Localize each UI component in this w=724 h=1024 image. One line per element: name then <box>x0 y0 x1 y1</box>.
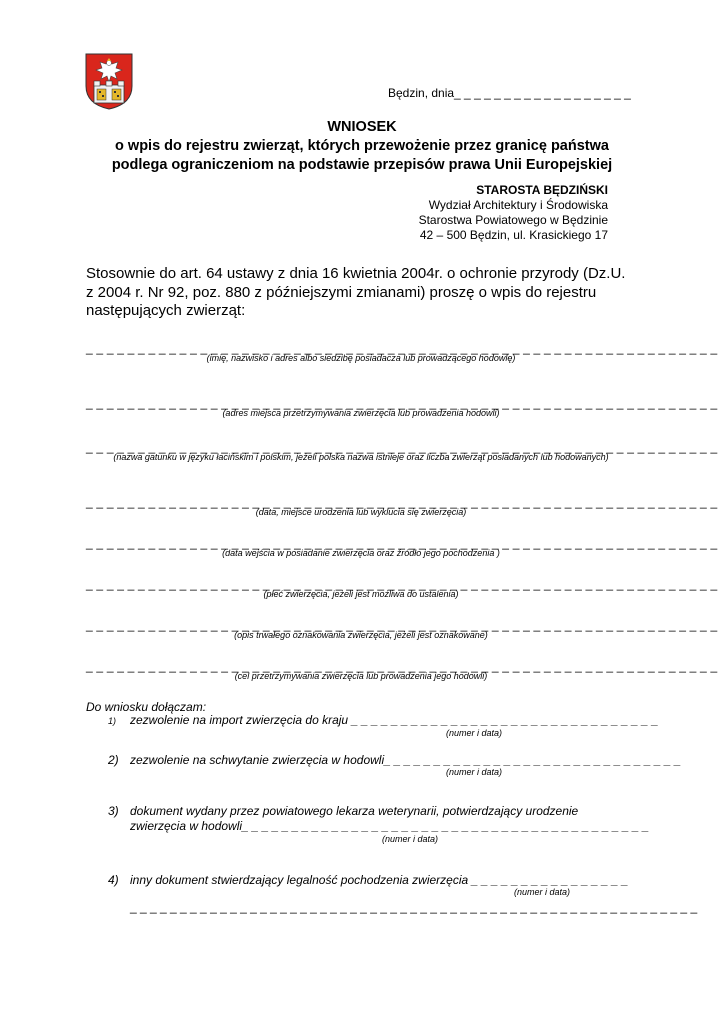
field-caption: (cel przetrzymywania zwierzęcia lub prowadzenia jego hodowli) <box>234 671 488 681</box>
attachments-heading: Do wniosku dołączam: <box>86 700 207 714</box>
place-date-field[interactable]: Będzin, dnia_ _ _ _ _ _ _ _ _ _ _ _ _ _ _ _ _ _ <box>388 86 631 100</box>
fill-line[interactable]: _ _ _ _ _ _ _ _ _ _ _ _ _ _ _ _ _ _ _ _ _ _ _ _ _ _ _ _ _ _ _ _ _ _ _ _ _ _ _ _ _ _ _ _ _ _ _ _ _ _ _ _ _ _ _ _ _ _ _ _ _ <box>86 577 718 591</box>
field-caption: (adres miejsca przetrzymywania zwierzęcia lub prowadzenia hodowli) <box>222 408 500 418</box>
field-sex[interactable] <box>86 577 718 600</box>
field-caption: (nazwa gatunku w języku łacińskim i polskim, jeżeli polska nazwa istnieje oraz liczba zwierząt posiadanych lub hodowanych) <box>113 452 609 462</box>
item-number: 1) <box>108 716 117 726</box>
attachment-item-2[interactable] <box>108 753 681 768</box>
number-date-line[interactable]: _ _ _ _ _ _ _ _ _ _ _ _ _ _ _ _ _ _ _ _ _ _ _ _ _ _ _ _ _ _ _ <box>351 713 659 727</box>
intro-paragraph: Stosownie do art. 64 ustawy z dnia 16 kwietnia 2004r. o ochronie przyrody (Dz.U. z 2004 r. Nr 92, poz. 880 z późniejszymi zmianami) proszę o wpis do rejestru następujących zwierząt: <box>86 265 626 319</box>
addressee-block <box>419 183 608 243</box>
field-owner[interactable] <box>86 341 718 364</box>
fill-line[interactable]: _ _ _ _ _ _ _ _ _ _ _ _ _ _ _ _ _ _ _ _ _ _ _ _ _ _ _ _ _ _ _ _ _ _ _ _ _ _ _ _ _ _ _ _ _ _ _ _ _ _ _ _ _ _ _ _ _ _ _ _ _ <box>86 659 718 673</box>
number-date-caption: (numer i data) <box>382 834 439 844</box>
fill-line[interactable]: _ _ _ _ _ _ _ _ _ _ _ _ _ _ _ _ _ _ _ _ _ _ _ _ _ _ _ _ _ _ _ _ _ _ _ _ _ _ _ _ _ _ _ _ _ _ _ _ _ _ _ _ _ _ _ _ _ _ _ _ _ <box>86 341 718 355</box>
addressee-line3: 42 – 500 Będzin, ul. Krasickiego 17 <box>419 228 608 242</box>
item-number: 3) <box>108 804 119 818</box>
item-text-cont: zwierzęcia w hodowli <box>130 819 243 833</box>
field-marking[interactable] <box>86 618 718 641</box>
field-species[interactable] <box>86 440 718 463</box>
number-date-caption: (numer i data) <box>514 887 571 897</box>
field-caption: (data wejścia w posiadanie zwierzęcia oraz źródło jego pochodzenia ) <box>222 548 500 558</box>
document-title <box>0 118 724 175</box>
number-date-caption: (numer i data) <box>446 767 503 777</box>
number-date-line[interactable]: _ _ _ _ _ _ _ _ _ _ _ _ _ _ _ _ <box>471 873 629 887</box>
attachment-item-4[interactable] <box>108 873 628 888</box>
fill-line[interactable]: _ _ _ _ _ _ _ _ _ _ _ _ _ _ _ _ _ _ _ _ _ _ _ _ _ _ _ _ _ _ _ _ _ _ _ _ _ _ _ _ _ _ _ _ _ _ _ _ _ _ _ _ _ _ _ _ _ _ _ _ _ <box>86 536 718 550</box>
field-caption: (data, miejsce urodzenia lub wyklucia się zwierzęcia) <box>255 507 467 517</box>
field-caption: (opis trwałego oznakowania zwierzęcia, jeżeli jest oznakowane) <box>234 630 488 640</box>
addressee-heading: STAROSTA BĘDZIŃSKI <box>476 183 608 197</box>
item-text: inny dokument stwierdzający legalność pochodzenia zwierzęcia <box>130 873 469 887</box>
fill-line[interactable]: _ _ _ _ _ _ _ _ _ _ _ _ _ _ _ _ _ _ _ _ _ _ _ _ _ _ _ _ _ _ _ _ _ _ _ _ _ _ _ _ _ _ _ _ _ _ _ _ _ _ _ _ _ _ _ _ _ _ _ _ _ <box>86 396 718 410</box>
item-number: 4) <box>108 873 119 887</box>
field-purpose[interactable] <box>86 659 718 682</box>
item-text: zezwolenie na import zwierzęcia do kraju <box>130 713 349 727</box>
fill-line[interactable]: _ _ _ _ _ _ _ _ _ _ _ _ _ _ _ _ _ _ _ _ _ _ _ _ _ _ _ _ _ _ _ _ _ _ _ _ _ _ _ _ _ _ _ _ _ _ _ _ _ _ _ _ _ _ _ _ _ _ _ _ _ <box>86 495 718 509</box>
attachment-item-3[interactable] <box>108 804 649 834</box>
field-birth[interactable] <box>86 495 718 518</box>
field-acquisition[interactable] <box>86 536 718 559</box>
title-subject-line1: o wpis do rejestru zwierząt, których przewożenie przez granicę państwa <box>115 138 609 154</box>
document-description-line[interactable]: _ _ _ _ _ _ _ _ _ _ _ _ _ _ _ _ _ _ _ _ _ _ _ _ _ _ _ _ _ _ _ _ _ _ _ _ _ _ _ _ _ _ _ _ _ _ _ _ _ _ _ _ _ _ _ _ _ <box>130 900 698 914</box>
attachment-item-1[interactable] <box>108 713 658 729</box>
item-number: 2) <box>108 753 119 767</box>
fill-line[interactable]: _ _ _ _ _ _ _ _ _ _ _ _ _ _ _ _ _ _ _ _ _ _ _ _ _ _ _ _ _ _ _ _ _ _ _ _ _ _ _ _ _ _ _ _ _ _ _ _ _ _ _ _ _ _ _ _ _ _ _ _ _ <box>86 618 718 632</box>
addressee-line1: Wydział Architektury i Środowiska <box>428 198 608 212</box>
title-heading: WNIOSEK <box>327 119 397 135</box>
item-text: dokument wydany przez powiatowego lekarza weterynarii, potwierdzający urodzenie <box>130 804 579 818</box>
number-date-line[interactable]: _ _ _ _ _ _ _ _ _ _ _ _ _ _ _ _ _ _ _ _ _ _ _ _ _ _ _ _ _ _ _ _ _ _ _ _ _ _ _ _ _ <box>242 819 650 833</box>
number-date-caption: (numer i data) <box>446 728 503 738</box>
fill-line[interactable]: _ _ _ _ _ _ _ _ _ _ _ _ _ _ _ _ _ _ _ _ _ _ _ _ _ _ _ _ _ _ _ _ _ _ _ _ _ _ _ _ _ _ _ _ _ _ _ _ _ _ _ _ _ _ _ _ _ _ _ _ _ <box>86 440 718 454</box>
coat-of-arms-logo <box>84 52 134 110</box>
item-text: zezwolenie na schwytanie zwierzęcia w hodowli <box>130 753 385 767</box>
number-date-line[interactable]: _ _ _ _ _ _ _ _ _ _ _ _ _ _ _ _ _ _ _ _ _ _ _ _ _ _ _ _ _ _ <box>384 753 682 767</box>
addressee-line2: Starostwa Powiatowego w Będzinie <box>418 213 608 227</box>
field-caption: (imię, nazwisko i adres albo siedzibę posiadacza lub prowadzącego hodowlę) <box>206 353 516 363</box>
field-keeping-address[interactable] <box>86 396 718 419</box>
field-caption: (płeć zwierzęcia, jeżeli jest możliwa do ustalenia) <box>263 589 459 599</box>
title-subject-line2: podlega ograniczeniom na podstawie przepisów prawa Unii Europejskiej <box>111 157 613 173</box>
